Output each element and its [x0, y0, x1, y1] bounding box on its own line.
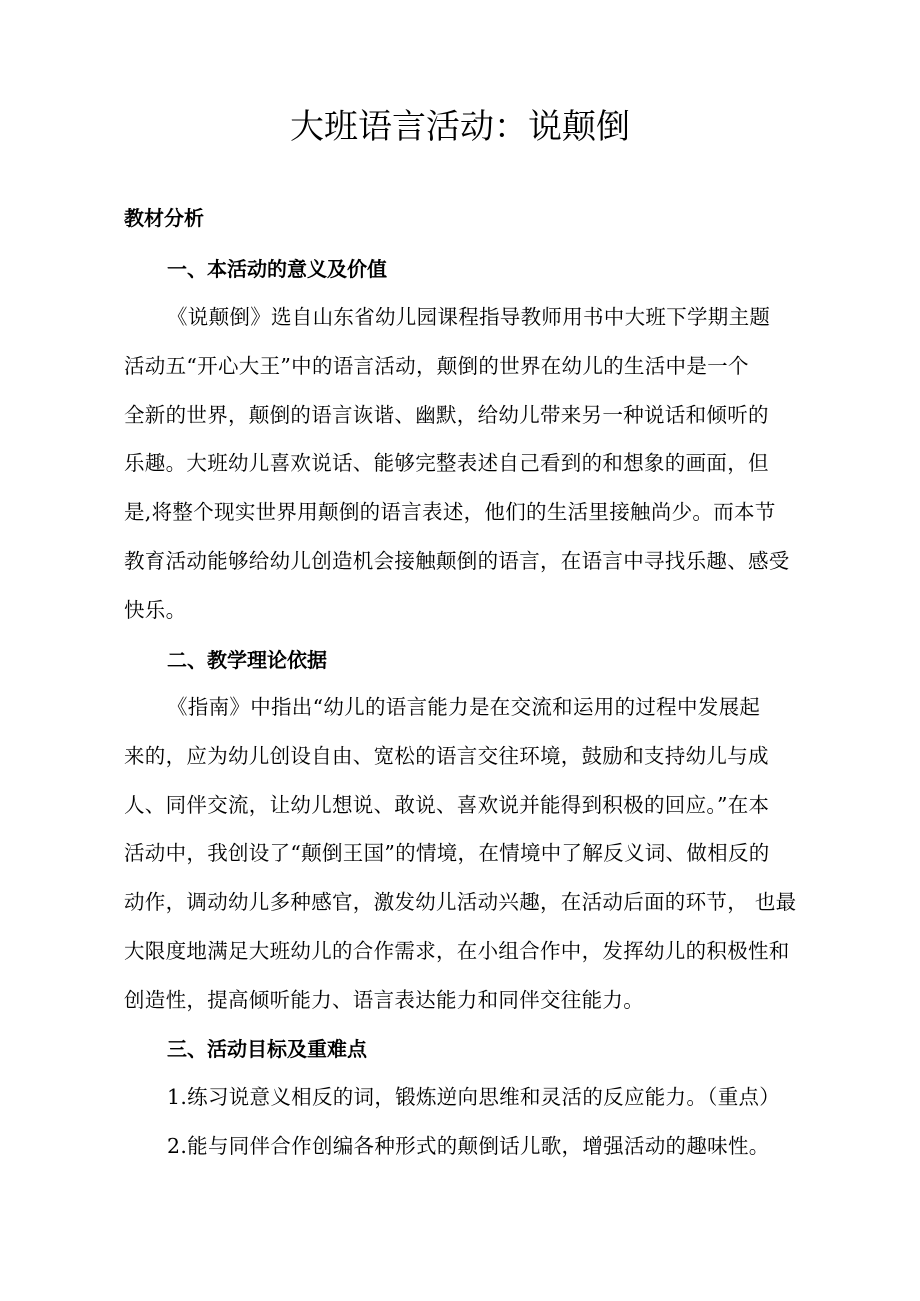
paragraph-line: 动作，调动幼儿多种感官，激发幼儿活动兴趣，在活动后面的环节， 也最 [124, 890, 797, 915]
paragraph-line: 人、同伴交流，让幼儿想说、敢说、喜欢说并能得到积极的回应。”在本 [124, 792, 770, 817]
paragraph-line: 来的，应为幼儿创设自由、宽松的语言交往环境，鼓励和支持幼儿与成 [124, 743, 769, 768]
document-title: 大班语言活动：说颠倒 [290, 107, 630, 147]
paragraph-line: 《指南》中指出“幼儿的语言能力是在交流和运用的过程中发展起 [167, 695, 761, 719]
paragraph-line: 活动五“开心大王”中的语言活动，颠倒的世界在幼儿的生活中是一个 [124, 353, 749, 378]
part1-paragraph [124, 293, 799, 635]
paragraph-line: 快乐。 [124, 597, 187, 622]
part2-paragraph [124, 683, 799, 1025]
goal-item-1: 1.练习说意义相反的词，锻炼逆向思维和灵活的反应能力。（重点） [167, 1085, 781, 1109]
section-label: 教材分析 [124, 206, 204, 230]
goal-item-2: 2.能与同伴合作创编各种形式的颠倒话儿歌，增强活动的趣味性。 [167, 1134, 770, 1158]
part3-heading: 三、活动目标及重难点 [167, 1037, 367, 1061]
paragraph-line: 《说颠倒》选自山东省幼儿园课程指导教师用书中大班下学期主题 [167, 305, 771, 329]
paragraph-line: 全新的世界，颠倒的语言诙谐、幽默，给幼儿带来另一种说话和倾听的 [124, 402, 769, 427]
part1-heading: 一、本活动的意义及价值 [167, 257, 387, 281]
paragraph-line: 活动中，我创设了“颠倒王国”的情境，在情境中了解反义词、做相反的 [124, 841, 770, 866]
paragraph-line: 教育活动能够给幼儿创造机会接触颠倒的语言，在语言中寻找乐趣、感受 [124, 548, 790, 573]
paragraph-line: 创造性，提高倾听能力、语言表达能力和同伴交往能力。 [124, 987, 644, 1012]
paragraph-line: 乐趣。大班幼儿喜欢说话、能够完整表述自己看到的和想象的画面，但 [124, 451, 769, 476]
paragraph-line: 是,将整个现实世界用颠倒的语言表述，他们的生活里接触尚少。而本节 [124, 500, 776, 525]
paragraph-line: 大限度地满足大班幼儿的合作需求，在小组合作中，发挥幼儿的积极性和 [124, 938, 790, 963]
part2-heading: 二、教学理论依据 [167, 648, 327, 672]
